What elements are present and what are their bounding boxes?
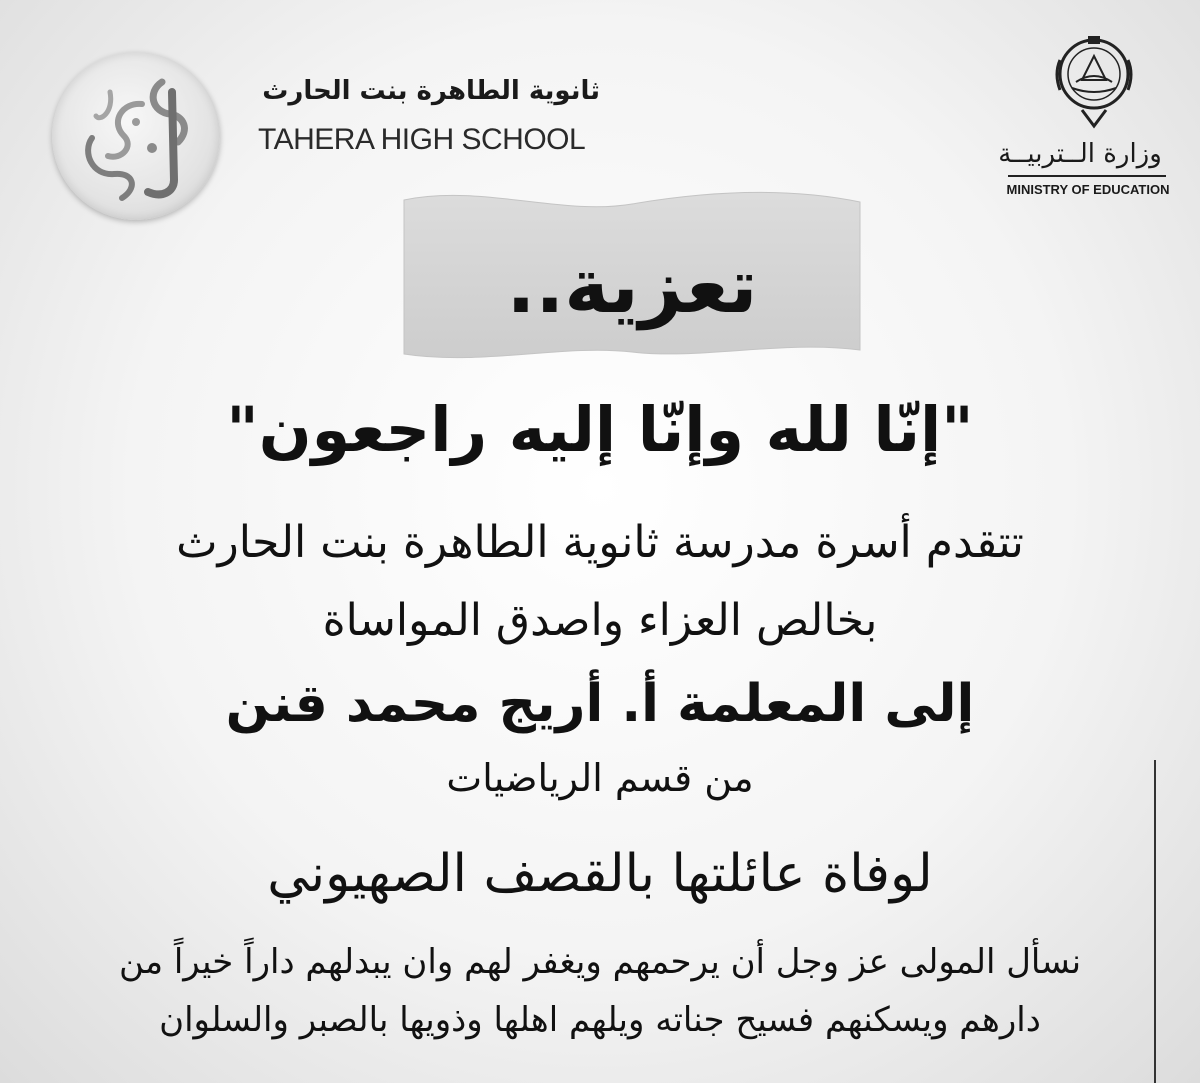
calligraphy-logo-icon (52, 52, 220, 220)
title-banner (402, 190, 862, 370)
intro-line-2: بخالص العزاء واصدق المواساة (322, 595, 878, 646)
quran-verse: "إنّا لله وإنّا إليه راجعون" (226, 393, 974, 466)
kuwait-emblem-icon (1052, 30, 1136, 130)
department-line: من قسم الرياضيات (446, 756, 754, 800)
reason-line: لوفاة عائلتها بالقصف الصهيوني (267, 844, 933, 904)
edge-divider (1154, 760, 1156, 1083)
recipient-name: إلى المعلمة أ. أريج محمد قنن (225, 674, 975, 734)
banner-title: تعزية.. (506, 241, 758, 330)
school-name-english: TAHERA HIGH SCHOOL (258, 123, 586, 156)
intro-line-1: تتقدم أسرة مدرسة ثانوية الطاهرة بنت الحارث (176, 517, 1024, 568)
ministry-divider (1008, 175, 1166, 177)
prayer-line-2: دارهم ويسكنهم فسيح جناته ويلهم اهلها وذويها بالصبر والسلوان (159, 1000, 1041, 1040)
school-name-arabic: ثانوية الطاهرة بنت الحارث (262, 76, 600, 106)
prayer-line-1: نسأل المولى عز وجل أن يرحمهم ويغفر لهم وان يبدلهم داراً خيراً من (118, 942, 1082, 982)
ministry-name-arabic: وزارة الــتربيــة (998, 139, 1162, 169)
ministry-name-english: MINISTRY OF EDUCATION (1006, 182, 1170, 197)
